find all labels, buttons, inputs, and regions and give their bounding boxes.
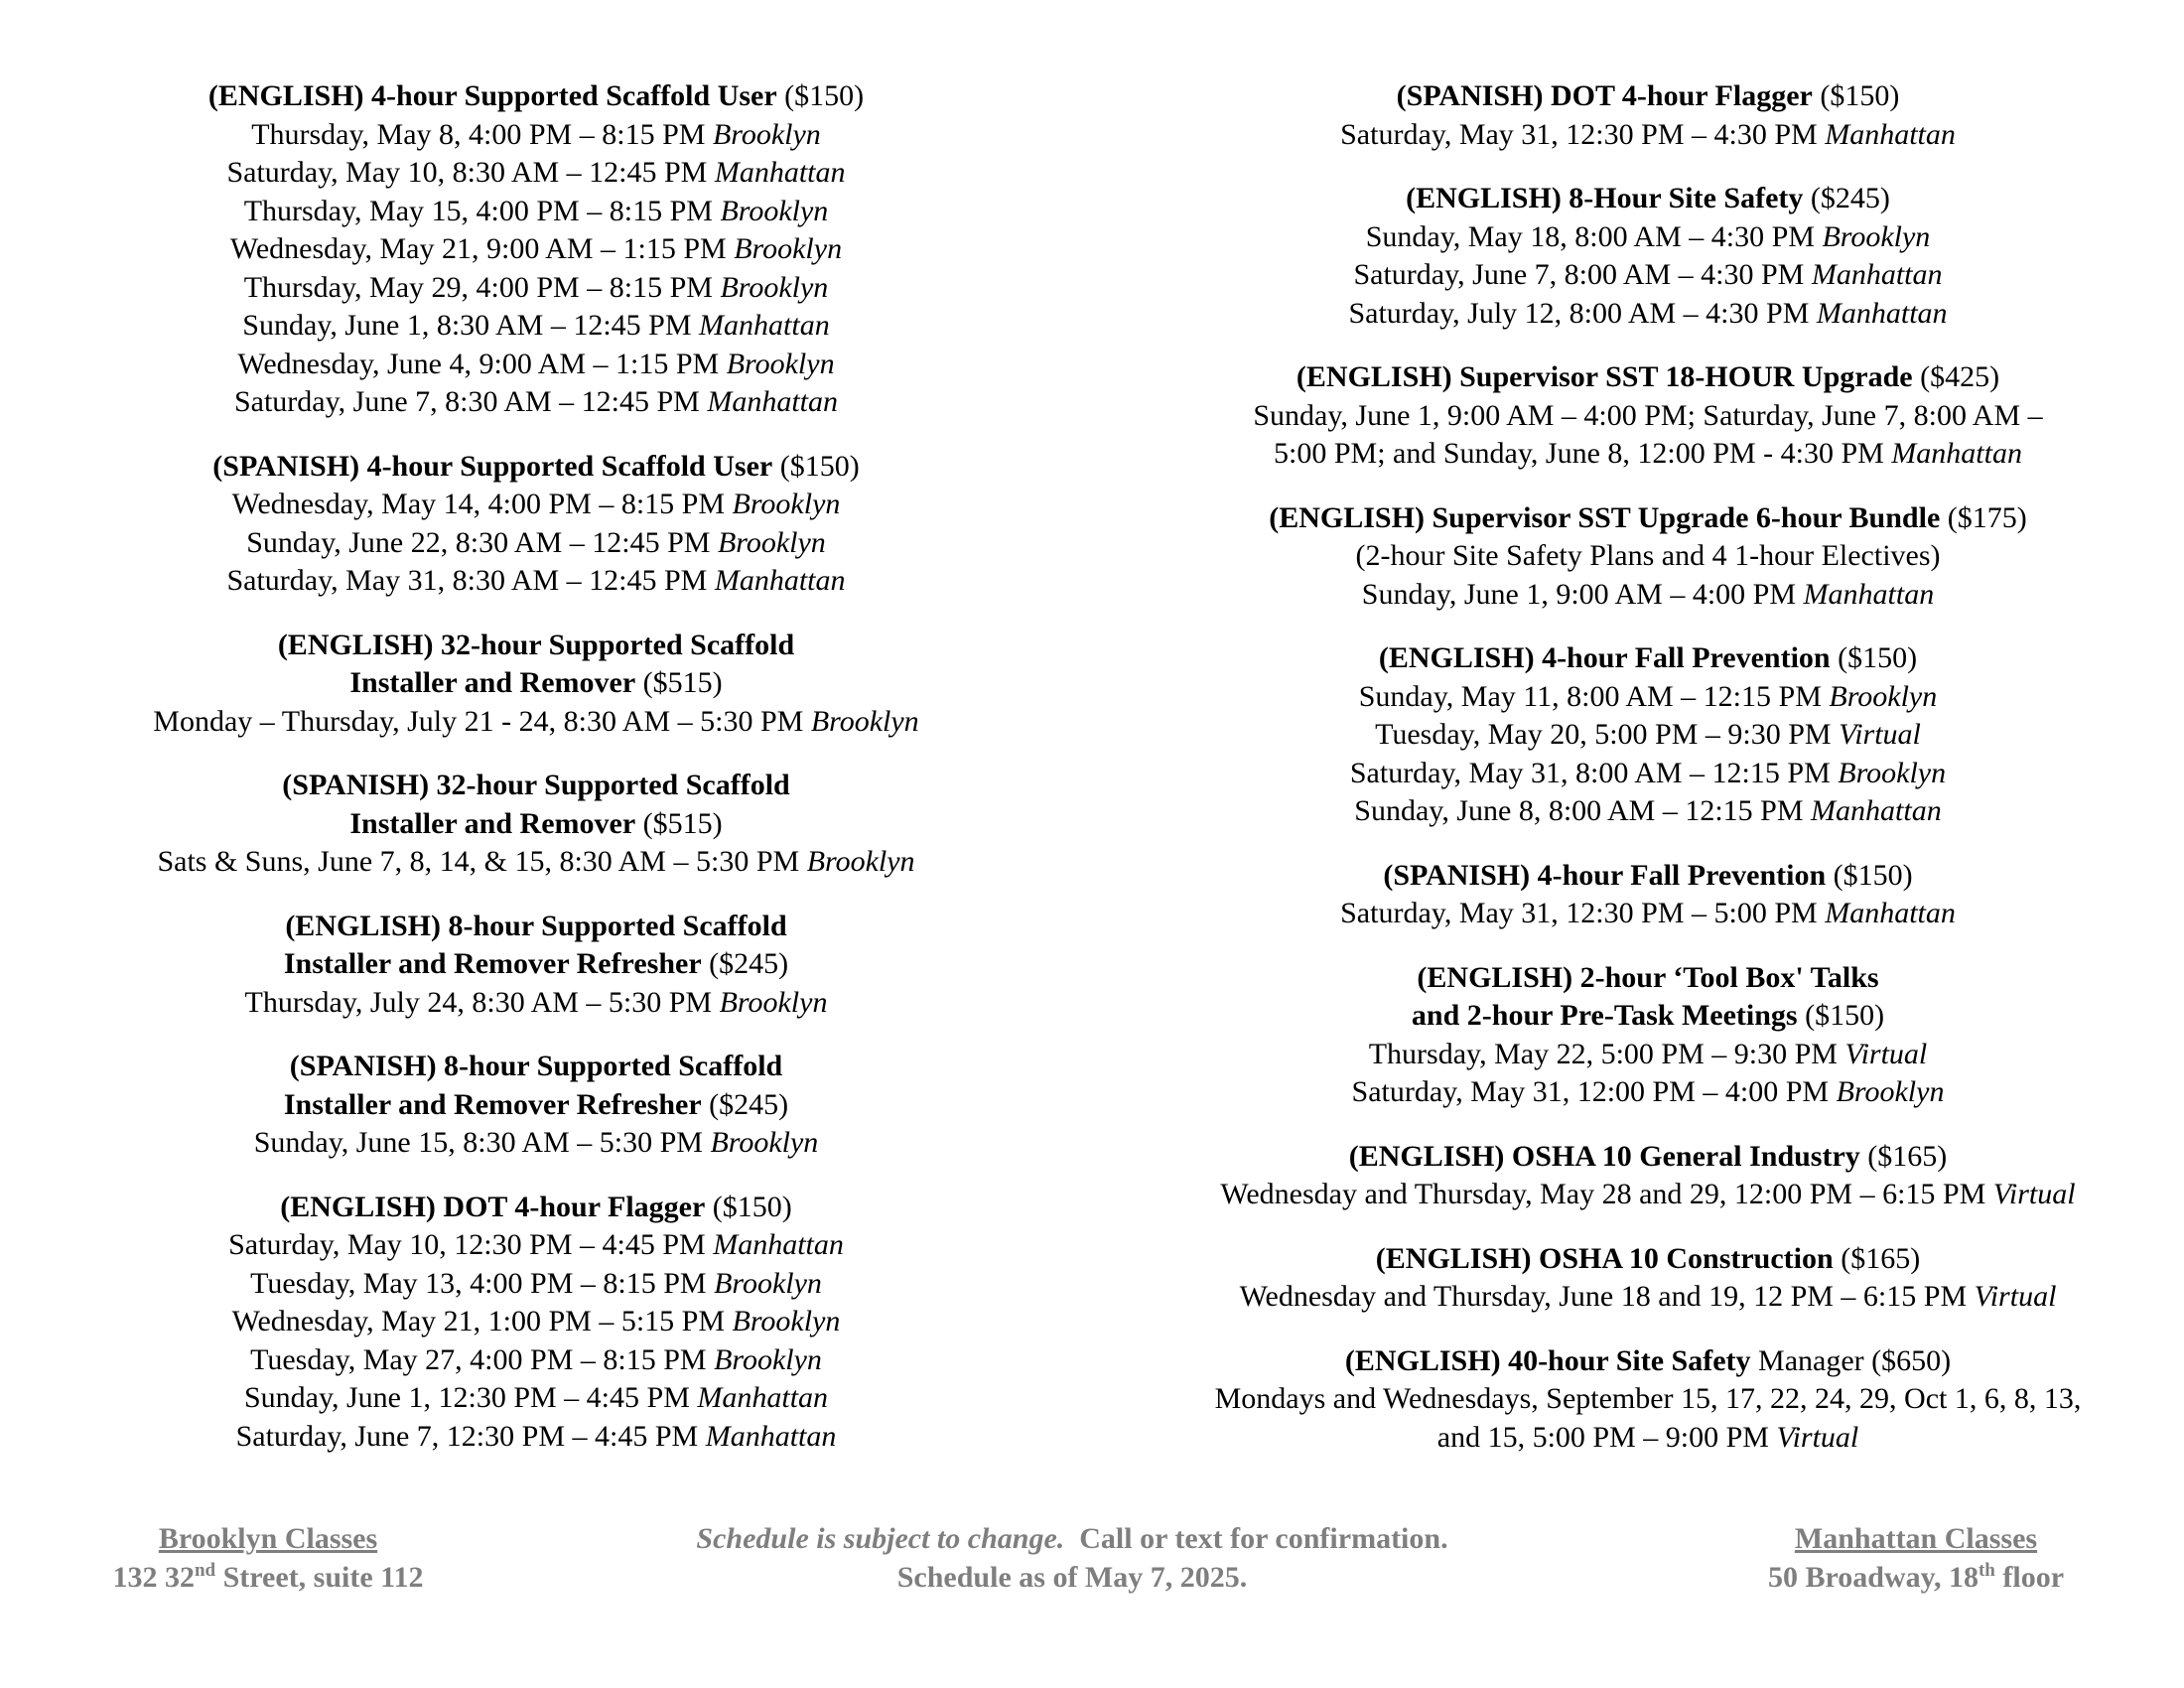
session-time: Mondays and Wednesdays, September 15, 17, 22, 24, 29, Oct 1, 6, 8, 13,: [1214, 1382, 2082, 1415]
session-time: 5:00 PM; and Sunday, June 8, 12:00 PM - 4:30 PM: [1274, 437, 1884, 470]
schedule-change-notice: Schedule is subject to change.: [696, 1522, 1065, 1555]
session-time: Sunday, June 1, 9:00 AM – 4:00 PM: [1361, 577, 1797, 611]
session-line: [60, 269, 1013, 308]
course-block: [1152, 639, 2144, 831]
course-heading: [60, 767, 1013, 843]
session-time: Tuesday, May 13, 4:00 PM – 8:15 PM: [250, 1266, 707, 1300]
course-title: (SPANISH) 4-hour Fall Prevention: [1383, 858, 1827, 892]
course-title: (ENGLISH) 40-hour Site Safety: [1344, 1343, 1751, 1377]
course-block: [1152, 358, 2144, 474]
session-location: Virtual: [1974, 1280, 2057, 1313]
session-location: Manhattan: [697, 1381, 829, 1414]
course-block: [1152, 1240, 2144, 1317]
brooklyn-address-street: 132 32: [112, 1561, 195, 1594]
course-title-line2: Installer and Remover: [349, 666, 636, 699]
session-line: [60, 1265, 1013, 1304]
course-heading: [60, 1189, 1013, 1227]
course-block: [60, 767, 1013, 882]
course-heading: [60, 77, 1013, 116]
session-time: Sunday, May 18, 8:00 AM – 4:30 PM: [1365, 219, 1815, 253]
course-block: [1152, 959, 2144, 1112]
session-location: Brooklyn: [714, 1342, 822, 1376]
course-price: ($425): [1920, 360, 2000, 393]
brooklyn-classes-footer: [60, 1519, 477, 1597]
session-location: Brooklyn: [732, 1305, 841, 1337]
session-time: Saturday, June 7, 8:30 AM – 12:45 PM: [233, 385, 700, 418]
session-time: Thursday, July 24, 8:30 AM – 5:30 PM: [244, 985, 713, 1019]
session-line: [1152, 792, 2144, 831]
session-time: Saturday, June 7, 8:00 AM – 4:30 PM: [1353, 258, 1805, 291]
session-location: Virtual: [1776, 1420, 1859, 1454]
course-block: [60, 1189, 1013, 1457]
manhattan-address: [1707, 1558, 2124, 1597]
session-line: [1152, 1380, 2144, 1419]
session-line: [60, 843, 1013, 882]
session-line: [60, 116, 1013, 155]
session-line: [60, 524, 1013, 563]
course-title: (SPANISH) 4-hour Supported Scaffold User: [212, 449, 773, 483]
session-time: Saturday, June 7, 12:30 PM – 4:45 PM: [235, 1419, 699, 1453]
left-column: [60, 77, 1013, 1481]
session-line: [1152, 1036, 2144, 1074]
session-line: [60, 1124, 1013, 1163]
course-heading: [60, 448, 1013, 487]
session-location: Brooklyn: [717, 525, 826, 559]
course-block: [60, 1048, 1013, 1163]
course-price: ($165): [1841, 1241, 1921, 1275]
course-price: ($150): [712, 1190, 792, 1223]
session-line: [1152, 716, 2144, 755]
course-price: ($150): [1833, 858, 1913, 892]
course-heading: [1152, 1240, 2144, 1279]
session-location: Brooklyn: [734, 232, 843, 265]
course-heading: [1152, 639, 2144, 678]
session-location: Manhattan: [1811, 258, 1943, 291]
manhattan-classes-footer: [1707, 1519, 2124, 1597]
session-line: [1152, 678, 2144, 717]
course-heading: [60, 908, 1013, 984]
session-time: Sunday, June 8, 8:00 AM – 12:15 PM: [1354, 794, 1804, 827]
course-price: ($150): [1838, 641, 1918, 674]
session-location: Virtual: [1844, 1037, 1928, 1070]
session-line: [1152, 218, 2144, 257]
session-time: Tuesday, May 20, 5:00 PM – 9:30 PM: [1375, 718, 1832, 751]
session-location: Manhattan: [1816, 296, 1948, 330]
session-time: Thursday, May 15, 4:00 PM – 8:15 PM: [243, 194, 713, 227]
session-line: [60, 383, 1013, 422]
course-title: (ENGLISH) 8-Hour Site Safety: [1406, 182, 1804, 214]
session-time: Thursday, May 8, 4:00 PM – 8:15 PM: [251, 117, 706, 151]
session-time: Sunday, May 11, 8:00 AM – 12:15 PM: [1358, 679, 1822, 713]
session-location: Manhattan: [705, 1419, 837, 1453]
session-location: Brooklyn: [1838, 756, 1947, 789]
session-line: [60, 1226, 1013, 1265]
session-time: Saturday, May 10, 12:30 PM – 4:45 PM: [228, 1228, 706, 1261]
session-location: Manhattan: [1825, 117, 1956, 151]
session-line: [1152, 397, 2144, 436]
course-block: [1152, 77, 2144, 154]
course-block: [60, 448, 1013, 601]
session-time: Wednesday and Thursday, May 28 and 29, 12:00 PM – 6:15 PM: [1220, 1178, 1986, 1210]
session-time: Wednesday, May 21, 1:00 PM – 5:15 PM: [231, 1305, 726, 1337]
session-line: [60, 230, 1013, 269]
session-location: Brooklyn: [732, 488, 841, 520]
session-location: Brooklyn: [712, 117, 821, 151]
session-location: Brooklyn: [1836, 1075, 1945, 1108]
session-time: and 15, 5:00 PM – 9:00 PM: [1436, 1420, 1769, 1454]
session-line: [1152, 435, 2144, 474]
schedule-notice-footer: [556, 1519, 1588, 1597]
session-location: Manhattan: [714, 564, 846, 597]
session-line: [60, 703, 1013, 742]
session-line: [1152, 576, 2144, 615]
session-time: Saturday, May 31, 12:30 PM – 5:00 PM: [1340, 897, 1818, 929]
brooklyn-address: [60, 1558, 477, 1597]
course-price: ($150): [784, 79, 865, 112]
course-block: [60, 908, 1013, 1023]
session-location: Manhattan: [707, 385, 839, 418]
course-price: ($165): [1867, 1139, 1948, 1173]
course-block: [1152, 499, 2144, 615]
schedule-as-of: Schedule as of May 7, 2025.: [896, 1561, 1248, 1594]
course-price: ($150): [1805, 999, 1885, 1032]
session-line: [1152, 1073, 2144, 1112]
session-time: Thursday, May 29, 4:00 PM – 8:15 PM: [243, 270, 713, 304]
course-heading: [1152, 499, 2144, 538]
session-time: Tuesday, May 27, 4:00 PM – 8:15 PM: [250, 1342, 707, 1376]
course-heading: [1152, 77, 2144, 116]
session-line: [60, 346, 1013, 384]
session-line: [60, 154, 1013, 193]
session-location: Manhattan: [699, 309, 830, 342]
session-line: [1152, 256, 2144, 295]
session-line: [60, 1341, 1013, 1380]
course-heading: [1152, 857, 2144, 896]
course-heading: [1152, 959, 2144, 1036]
manhattan-address-floor: floor: [1994, 1561, 2065, 1594]
session-time: Sunday, June 1, 9:00 AM – 4:00 PM; Saturday, June 7, 8:00 AM –: [1253, 398, 2043, 432]
session-time: Wednesday and Thursday, June 18 and 19, 12 PM – 6:15 PM: [1239, 1280, 1968, 1313]
session-location: Brooklyn: [810, 704, 919, 738]
course-price: ($245): [1810, 182, 1890, 214]
session-line: [1152, 1419, 2144, 1458]
manhattan-address-suffix: th: [1978, 1560, 1995, 1581]
session-line: [60, 486, 1013, 524]
course-price: Manager ($650): [1758, 1343, 1952, 1377]
session-location: Manhattan: [1811, 794, 1942, 827]
course-block: [60, 77, 1013, 422]
course-title-line2: Installer and Remover Refresher: [283, 947, 702, 980]
course-title: (ENGLISH) 4-hour Supported Scaffold User: [207, 79, 777, 112]
session-time: Sunday, June 22, 8:30 AM – 12:45 PM: [246, 525, 711, 559]
session-time: Saturday, May 31, 12:00 PM – 4:00 PM: [1351, 1075, 1830, 1108]
session-line: [60, 1379, 1013, 1418]
course-block: [60, 627, 1013, 742]
session-location: Brooklyn: [720, 270, 829, 304]
session-location: Manhattan: [714, 156, 846, 189]
session-line: [60, 562, 1013, 601]
course-heading: [1152, 358, 2144, 397]
session-line: [60, 193, 1013, 231]
course-price: ($150): [1820, 79, 1900, 112]
session-time: Sunday, June 1, 8:30 AM – 12:45 PM: [242, 309, 692, 342]
session-time: Sunday, June 1, 12:30 PM – 4:45 PM: [243, 1381, 690, 1414]
session-location: Brooklyn: [720, 194, 829, 227]
course-title: (ENGLISH) Supervisor SST 18-HOUR Upgrade: [1296, 360, 1913, 393]
session-time: Saturday, May 10, 8:30 AM – 12:45 PM: [226, 156, 708, 189]
course-heading: [1152, 1138, 2144, 1177]
session-location: Brooklyn: [726, 347, 835, 380]
course-title-line2: Installer and Remover Refresher: [283, 1087, 702, 1121]
session-location: Manhattan: [1891, 437, 2022, 470]
course-title: (ENGLISH) OSHA 10 General Industry: [1348, 1139, 1860, 1173]
session-line: [1152, 1176, 2144, 1214]
course-block: [1152, 180, 2144, 333]
course-title: (SPANISH) 8-hour Supported Scaffold: [289, 1050, 783, 1082]
session-time: Wednesday, June 4, 9:00 AM – 1:15 PM: [237, 347, 720, 380]
session-time: Monday – Thursday, July 21 - 24, 8:30 AM – 5:30 PM: [153, 704, 804, 738]
session-line: [60, 1303, 1013, 1341]
course-title: (SPANISH) 32-hour Supported Scaffold: [282, 769, 790, 801]
course-title: (ENGLISH) Supervisor SST Upgrade 6-hour Bundle: [1269, 500, 1941, 534]
course-heading: [60, 1048, 1013, 1124]
session-line: [1152, 755, 2144, 793]
course-title-line2: and 2-hour Pre-Task Meetings: [1411, 999, 1798, 1032]
course-title: (SPANISH) DOT 4-hour Flagger: [1396, 79, 1813, 112]
session-location: Brooklyn: [710, 1126, 819, 1159]
session-line: [60, 984, 1013, 1023]
course-block: [1152, 1138, 2144, 1214]
session-time: Saturday, May 31, 8:30 AM – 12:45 PM: [226, 564, 708, 597]
course-price: ($515): [642, 666, 723, 699]
session-location: Virtual: [1992, 1178, 2076, 1210]
session-line: [1152, 295, 2144, 334]
session-location: Manhattan: [1825, 897, 1956, 929]
right-column: [1152, 77, 2144, 1482]
session-location: Brooklyn: [714, 1266, 822, 1300]
course-title-line2: Installer and Remover: [349, 806, 636, 840]
course-note: (2-hour Site Safety Plans and 4 1-hour Electives): [1355, 539, 1941, 572]
session-location: Brooklyn: [1822, 219, 1931, 253]
course-heading: [1152, 180, 2144, 218]
session-time: Thursday, May 22, 5:00 PM – 9:30 PM: [1368, 1037, 1838, 1070]
brooklyn-address-suite: Street, suite 112: [215, 1561, 424, 1594]
course-heading: [1152, 1342, 2144, 1381]
course-price: ($515): [642, 806, 723, 840]
session-line: [60, 307, 1013, 346]
course-title: (ENGLISH) DOT 4-hour Flagger: [280, 1190, 706, 1223]
session-time: Sunday, June 15, 8:30 AM – 5:30 PM: [253, 1126, 703, 1159]
session-time: Saturday, May 31, 12:30 PM – 4:30 PM: [1340, 117, 1818, 151]
course-title: (ENGLISH) OSHA 10 Construction: [1375, 1241, 1834, 1275]
session-time: Sats & Suns, June 7, 8, 14, & 15, 8:30 AM – 5:30 PM: [157, 845, 800, 878]
manhattan-address-street: 50 Broadway, 18: [1767, 1561, 1979, 1594]
session-location: Manhattan: [1803, 577, 1935, 611]
course-title: (ENGLISH) 2-hour ‘Tool Box' Talks: [1417, 960, 1879, 994]
session-time: Wednesday, May 21, 9:00 AM – 1:15 PM: [229, 232, 727, 265]
session-line: [1152, 895, 2144, 933]
session-location: Brooklyn: [806, 845, 915, 878]
course-price: ($175): [1947, 500, 2027, 534]
course-title: (ENGLISH) 8-hour Supported Scaffold: [285, 909, 787, 942]
session-line: [60, 1418, 1013, 1457]
course-title: (ENGLISH) 32-hour Supported Scaffold: [277, 628, 795, 661]
session-time: Saturday, May 31, 8:00 AM – 12:15 PM: [1349, 756, 1831, 789]
session-location: Virtual: [1839, 718, 1921, 751]
course-heading: [60, 627, 1013, 703]
brooklyn-address-suffix: nd: [194, 1560, 216, 1581]
course-price: ($245): [709, 1087, 789, 1121]
course-price: ($150): [779, 449, 860, 483]
course-title: (ENGLISH) 4-hour Fall Prevention: [1378, 641, 1831, 674]
session-location: Brooklyn: [719, 985, 828, 1019]
session-location: Brooklyn: [1829, 679, 1938, 713]
course-price: ($245): [709, 947, 789, 980]
course-block: [1152, 857, 2144, 933]
session-line: [1152, 116, 2144, 155]
call-confirmation-notice: Call or text for confirmation.: [1064, 1522, 1448, 1555]
session-time: Saturday, July 12, 8:00 AM – 4:30 PM: [1348, 296, 1810, 330]
brooklyn-classes-title: Brooklyn Classes: [158, 1522, 378, 1555]
course-block: [1152, 1342, 2144, 1458]
session-line: [1152, 1278, 2144, 1317]
manhattan-classes-title: Manhattan Classes: [1794, 1522, 2038, 1555]
session-location: Manhattan: [713, 1228, 844, 1261]
session-time: Wednesday, May 14, 4:00 PM – 8:15 PM: [231, 488, 726, 520]
schedule-notice: [556, 1519, 1588, 1558]
